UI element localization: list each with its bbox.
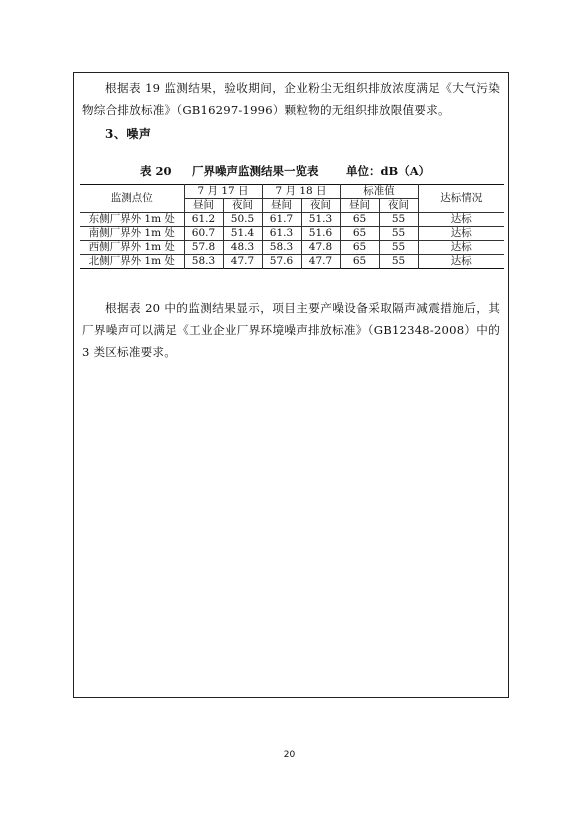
cell-value: 51.6: [301, 227, 340, 241]
cell-value: 48.3: [223, 241, 262, 255]
header-date-2: 7 月 18 日: [262, 185, 340, 199]
cell-value: 55: [379, 213, 418, 227]
cell-value: 51.3: [301, 213, 340, 227]
subheader-night: 夜间: [379, 199, 418, 213]
cell-value: 57.6: [262, 255, 301, 269]
cell-status: 达标: [418, 227, 504, 241]
cell-value: 61.2: [184, 213, 223, 227]
cell-value: 61.7: [262, 213, 301, 227]
cell-status: 达标: [418, 213, 504, 227]
cell-value: 57.8: [184, 241, 223, 255]
header-standard: 标准值: [340, 185, 418, 199]
cell-value: 60.7: [184, 227, 223, 241]
subheader-day: 昼间: [340, 199, 379, 213]
table-header-row: [80, 185, 504, 199]
cell-value: 51.4: [223, 227, 262, 241]
cell-value: 65: [340, 227, 379, 241]
cell-value: 65: [340, 241, 379, 255]
table-caption: [74, 163, 510, 179]
cell-value: 55: [379, 227, 418, 241]
subheader-night: 夜间: [223, 199, 262, 213]
cell-value: 47.7: [301, 255, 340, 269]
cell-value: 47.7: [223, 255, 262, 269]
cell-value: 65: [340, 213, 379, 227]
paragraph-noise-conclusion: 根据表 20 中的监测结果显示，项目主要产噪设备采取隔声减震措施后，其厂界噪声可以满足《工业企业厂界环境噪声排放标准》（GB12348-2008）中的 3 类区标准要求。: [82, 301, 500, 359]
noise-results-table: [80, 184, 504, 269]
table-caption-unit: 单位：dB（A）: [346, 164, 431, 178]
section-heading-noise: 3、噪声: [105, 127, 152, 141]
cell-value: 65: [340, 255, 379, 269]
cell-location: 北侧厂界外 1m 处: [80, 255, 184, 269]
cell-value: 55: [379, 241, 418, 255]
header-location: 监测点位: [80, 185, 184, 213]
header-status: 达标情况: [418, 185, 504, 213]
table-caption-label: 表 20: [140, 164, 172, 178]
header-date-1: 7 月 17 日: [184, 185, 262, 199]
table-caption-title: 厂界噪声监测结果一览表: [192, 164, 319, 178]
table-row: [80, 227, 504, 241]
content-frame: [73, 72, 509, 698]
cell-value: 61.3: [262, 227, 301, 241]
subheader-night: 夜间: [301, 199, 340, 213]
cell-value: 50.5: [223, 213, 262, 227]
cell-value: 58.3: [262, 241, 301, 255]
table-row: [80, 255, 504, 269]
cell-value: 55: [379, 255, 418, 269]
cell-location: 南侧厂界外 1m 处: [80, 227, 184, 241]
subheader-day: 昼间: [184, 199, 223, 213]
subheader-day: 昼间: [262, 199, 301, 213]
cell-location: 东侧厂界外 1m 处: [80, 213, 184, 227]
cell-value: 47.8: [301, 241, 340, 255]
cell-status: 达标: [418, 255, 504, 269]
cell-value: 58.3: [184, 255, 223, 269]
cell-status: 达标: [418, 241, 504, 255]
page-number: 20: [283, 750, 296, 760]
paragraph-dust-result: 根据表 19 监测结果，验收期间，企业粉尘无组织排放浓度满足《大气污染物综合排放标准》（GB16297-1996）颗粒物的无组织排放限值要求。: [82, 81, 500, 117]
table-row: [80, 241, 504, 255]
cell-location: 西侧厂界外 1m 处: [80, 241, 184, 255]
table-row: [80, 213, 504, 227]
